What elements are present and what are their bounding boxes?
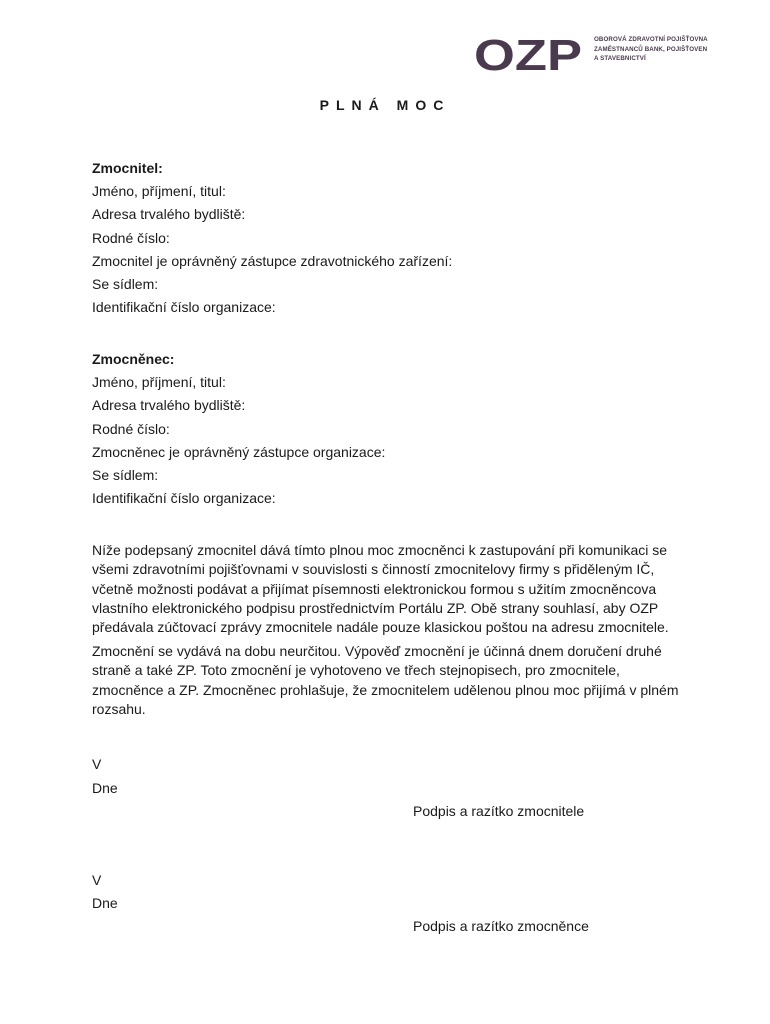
zmocnitel-ico-field: Identifikační číslo organizace: xyxy=(92,299,276,316)
logo-tagline-line-3: A STAVEBNICTVÍ xyxy=(594,55,646,62)
logo-tagline-line-2: ZAMĚSTNANCŮ BANK, POJIŠŤOVEN xyxy=(594,45,708,53)
zmocnenec-name-field: Jméno, příjmení, titul: xyxy=(92,374,226,390)
zmocnenec-ico-field: Identifikační číslo organizace: xyxy=(92,490,276,507)
signature-2-date: Dne xyxy=(92,895,118,911)
signature-1-place: V xyxy=(92,756,102,772)
zmocnenec-birth-number-field: Rodné číslo: xyxy=(92,420,170,437)
ozp-wordmark-logo xyxy=(474,34,584,74)
zmocnitel-name-field: Jméno, příjmení, titul: xyxy=(92,183,226,199)
svg-text:OZP: OZP xyxy=(474,34,582,74)
logo-tagline-line-1: OBOROVÁ ZDRAVOTNÍ POJIŠŤOVNA xyxy=(594,36,708,43)
zmocnitel-section xyxy=(92,157,692,320)
zmocnitel-birth-number-field: Rodné číslo: xyxy=(92,229,170,246)
signature-1-date: Dne xyxy=(92,780,118,796)
validity-paragraph: Zmocnění se vydává na dobu neurčitou. Výpověď zmocnění je účinná dnem doručení druhé straně a také ZP. Toto zmocnění je vyhotoveno ve třech stejnopisech, pro zmocnitele, zmocněnce a ZP. Zmocněnec prohlašuje, že zmocnitelem udělenou plnou moc přijímá v plném rozsahu. xyxy=(92,643,679,717)
signature-1-label: Podpis a razítko zmocnitele xyxy=(413,803,585,819)
zmocnitel-address-field: Adresa trvalého bydliště: xyxy=(92,206,246,223)
zmocnenec-representative-field: Zmocněnec je oprávněný zástupce organizace: xyxy=(92,443,386,460)
zmocnenec-seat-field: Se sídlem: xyxy=(92,467,159,484)
signature-2-label: Podpis a razítko zmocněnce xyxy=(413,918,589,934)
zmocnitel-heading: Zmocnitel: xyxy=(92,160,163,176)
logo-tagline xyxy=(594,35,729,64)
zmocnenec-heading: Zmocněnec: xyxy=(92,351,175,367)
signature-2-place: V xyxy=(92,872,102,888)
zmocnenec-section xyxy=(92,348,692,511)
authorization-paragraph: Níže podepsaný zmocnitel dává tímto plnou moc zmocněnci k zastupování při komunikaci se všemi zdravotními pojišťovnami v souvislosti s činností zmocnitelovy firmy s přiděleným IČ, včetně možnosti podávat a přijímat písemnosti elektronickou formou s užitím zmocněncova vlastního elektronického podpisu prostřednictvím Portálu ZP. Obě strany souhlasí, aby OZP předávala zúčtovací zprávy zmocnitele nadále pouze klasickou poštou na adresu zmocnitele. xyxy=(92,542,669,636)
document-title: PLNÁ MOC xyxy=(319,97,451,113)
ozp-logo xyxy=(474,34,724,74)
zmocnenec-address-field: Adresa trvalého bydliště: xyxy=(92,397,246,414)
zmocnitel-representative-field: Zmocnitel je oprávněný zástupce zdravotnického zařízení: xyxy=(92,252,453,269)
zmocnitel-seat-field: Se sídlem: xyxy=(92,276,159,293)
